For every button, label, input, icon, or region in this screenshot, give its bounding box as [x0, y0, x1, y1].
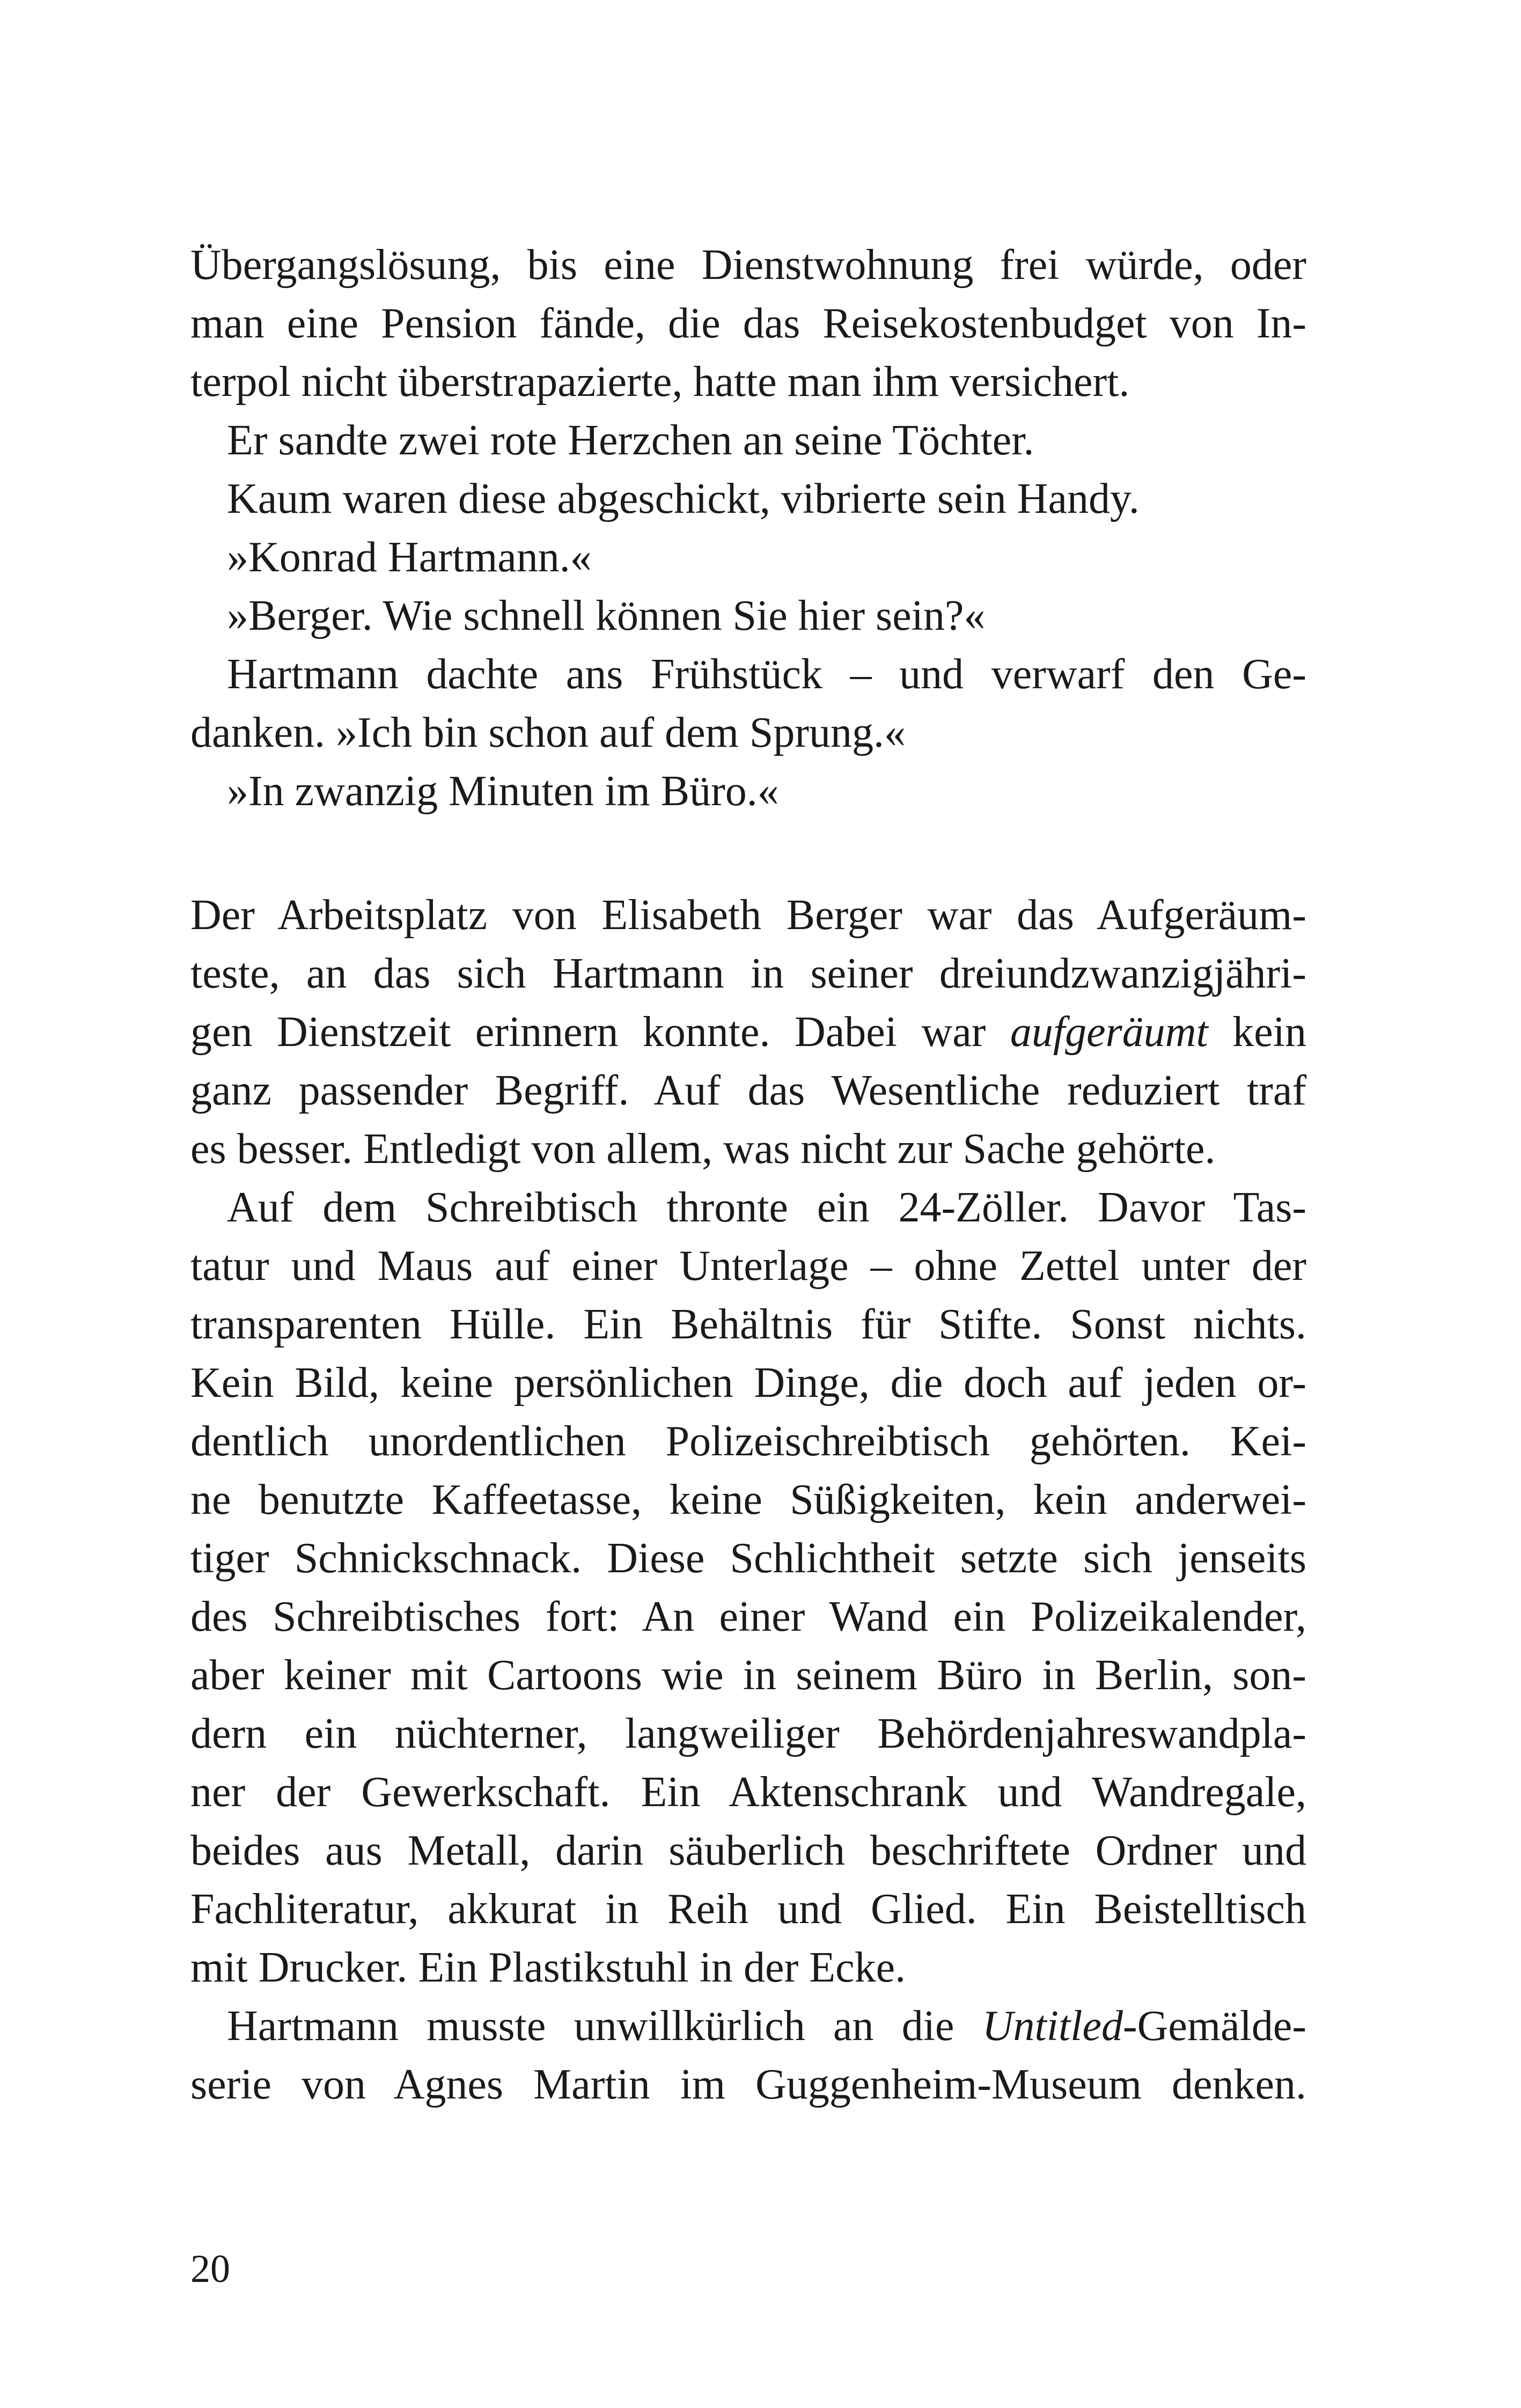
text-line: es besser. Entledigt von allem, was nicht zur Sache gehörte.: [190, 1125, 1216, 1173]
text-line: Übergangslösung, bis eine Dienstwohnung frei würde, oder: [190, 241, 1306, 289]
text-fragment: kein: [1208, 1008, 1306, 1056]
text-line: ner der Gewerkschaft. Ein Aktenschrank und Wandregale,: [190, 1769, 1306, 1816]
text-line: Auf dem Schreibtisch thronte ein 24-Zöller. Davor Tas-: [227, 1184, 1306, 1231]
dialogue-line: »In zwanzig Minuten im Büro.«: [227, 768, 779, 815]
text-line: teste, an das sich Hartmann in seiner dreiundzwanzigjähri-: [190, 950, 1306, 997]
text-line: [190, 1003, 1306, 1062]
text-fragment: gen Dienstzeit erinnern konnte. Dabei war: [190, 1008, 1010, 1056]
dialogue-line: »Konrad Hartmann.«: [227, 534, 592, 581]
text-line: man eine Pension fände, die das Reisekostenbudget von In-: [190, 300, 1306, 347]
text-line: beides aus Metall, darin säuberlich beschriftete Ordner und: [190, 1827, 1306, 1874]
text-line: transparenten Hülle. Ein Behältnis für Stifte. Sonst nichts.: [190, 1301, 1306, 1348]
text-line: ne benutzte Kaffeetasse, keine Süßigkeiten, kein anderwei-: [190, 1476, 1306, 1523]
text-line: Der Arbeitsplatz von Elisabeth Berger war das Aufgeräum-: [190, 892, 1306, 939]
text-line: danken. »Ich bin schon auf dem Sprung.«: [190, 709, 906, 756]
text-line: Er sandte zwei rote Herzchen an seine Töchter.: [227, 417, 1034, 464]
page-number: 20: [190, 2247, 230, 2291]
text-line: Hartmann dachte ans Frühstück – und verwarf den Ge-: [227, 651, 1306, 698]
text-line: tatur und Maus auf einer Unterlage – ohne Zettel unter der: [190, 1242, 1306, 1290]
text-fragment: -Gemälde-: [1122, 2002, 1306, 2050]
text-line: serie von Agnes Martin im Guggenheim-Museum denken.: [190, 2061, 1306, 2108]
text-line: aber keiner mit Cartoons wie in seinem Büro in Berlin, son-: [190, 1652, 1306, 1699]
text-fragment: Hartmann musste unwillkürlich an die: [227, 2002, 982, 2050]
text-block-top: [190, 236, 1306, 821]
text-line: terpol nicht überstrapazierte, hatte man ihm versichert.: [190, 358, 1130, 406]
text-line: dentlich unordentlichen Polizeischreibtisch gehörten. Kei-: [190, 1418, 1306, 1465]
text-block-bottom: [190, 886, 1306, 2114]
text-line: ganz passender Begriff. Auf das Wesentliche reduziert traf: [190, 1067, 1306, 1114]
text-line: Fachliteratur, akkurat in Reih und Glied. Ein Beistelltisch: [190, 1886, 1306, 1933]
italic-word: aufgeräumt: [1010, 1008, 1208, 1056]
text-line: Kaum waren diese abgeschickt, vibrierte sein Handy.: [227, 475, 1140, 522]
dialogue-line: »Berger. Wie schnell können Sie hier sein?«: [227, 592, 986, 639]
text-line: des Schreibtisches fort: An einer Wand ein Polizeikalender,: [190, 1593, 1306, 1640]
text-line: [190, 1997, 1306, 2056]
text-line: mit Drucker. Ein Plastikstuhl in der Ecke.: [190, 1944, 906, 1991]
text-line: dern ein nüchterner, langweiliger Behördenjahreswandpla-: [190, 1710, 1306, 1757]
italic-word: Untitled: [982, 2002, 1123, 2050]
text-line: Kein Bild, keine persönlichen Dinge, die doch auf jeden or-: [190, 1359, 1306, 1406]
text-line: tiger Schnickschnack. Diese Schlichtheit setzte sich jenseits: [190, 1535, 1306, 1582]
